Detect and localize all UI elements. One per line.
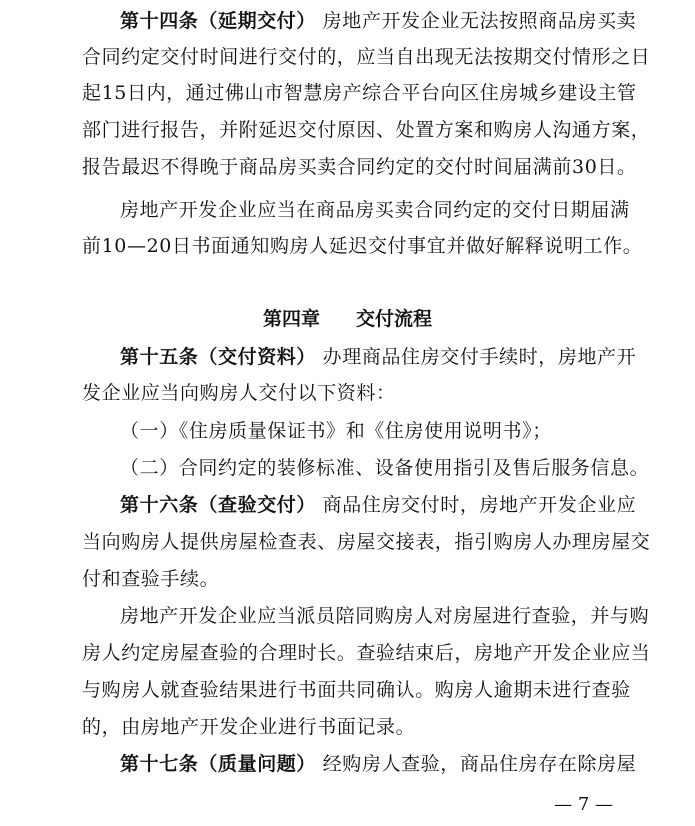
article-16-para2-line-2: 房人约定房屋查验的合理时长。查验结束后，房地产开发企业应当 — [82, 642, 651, 664]
article-16-line-3: 付和查验手续。 — [82, 568, 220, 590]
article-16-text-1: 商品住房交付时，房地产开发企业应 — [322, 494, 637, 516]
article-17-text-1: 经购房人查验，商品住房存在除房屋 — [322, 753, 637, 775]
article-14-line-2: 合同约定交付时间进行交付的，应当自出现无法按期交付情形之日 — [82, 46, 651, 68]
article-15-item-2: （二）合同约定的装修标准、设备使用指引及售后服务信息。 — [120, 457, 650, 479]
article-14-line-4: 部门进行报告，并附延迟交付原因、处置方案和购房人沟通方案， — [82, 119, 651, 141]
article-14-line-5: 报告最迟不得晚于商品房买卖合同约定的交付时间届满前30日。 — [82, 156, 637, 178]
article-14-para2-line-1: 房地产开发企业应当在商品房买卖合同约定的交付日期届满 — [120, 199, 630, 221]
chapter-number: 第四章 — [262, 308, 320, 330]
article-14-heading: 第十四条（延期交付） — [120, 10, 317, 32]
article-15-item-1: （一）《住房质量保证书》和《住房使用说明书》； — [120, 420, 552, 442]
chapter-title: 交付流程 — [356, 308, 433, 330]
article-15-line-1 — [120, 340, 637, 374]
article-17-heading: 第十七条（质量问题） — [120, 753, 317, 775]
page-number: — 7 — — [554, 794, 613, 815]
article-14-para2-line-2: 前10—20日书面通知购房人延迟交付事宜并做好解释说明工作。 — [82, 235, 643, 257]
article-16-para2-line-4: 的，由房地产开发企业进行书面记录。 — [82, 716, 416, 738]
article-14-line-1 — [120, 4, 637, 38]
chapter-heading — [0, 302, 695, 336]
article-16-heading: 第十六条（查验交付） — [120, 494, 317, 516]
article-16-line-2: 当向购房人提供房屋检查表、房屋交接表，指引购房人办理房屋交 — [82, 531, 651, 553]
article-14-text-1: 房地产开发企业无法按照商品房买卖 — [322, 10, 637, 32]
article-16-para2-line-1: 房地产开发企业应当派员陪同购房人对房屋进行查验，并与购 — [120, 605, 650, 627]
article-16-para2-line-3: 与购房人就查验结果进行书面共同确认。购房人逾期未进行查验 — [82, 679, 631, 701]
article-15-heading: 第十五条（交付资料） — [120, 346, 317, 368]
article-14-line-3: 起15日内，通过佛山市智慧房产综合平台向区住房城乡建设主管 — [82, 82, 637, 104]
article-17-line-1 — [120, 747, 637, 781]
article-15-text-1: 办理商品住房交付手续时，房地产开 — [322, 346, 637, 368]
article-16-line-1 — [120, 488, 637, 522]
article-15-line-2: 发企业应当向购房人交付以下资料： — [82, 382, 396, 404]
